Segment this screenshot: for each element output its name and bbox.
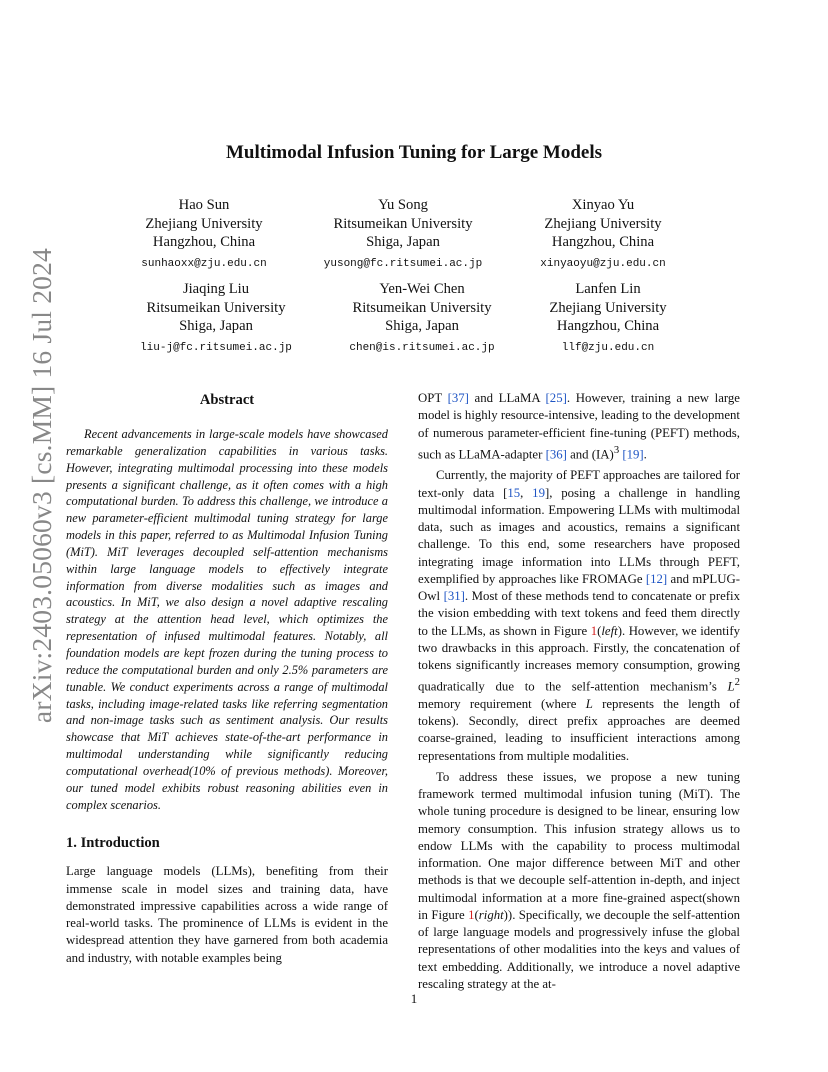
citation-link[interactable]: 19 [532, 485, 545, 500]
author-block [298, 196, 508, 273]
author-affiliation: Ritsumeikan University [146, 299, 286, 316]
abstract-heading: Abstract [199, 392, 255, 408]
author-block [99, 196, 309, 273]
author-name: Hao Sun [178, 197, 230, 213]
paper-title: Multimodal Infusion Tuning for Large Models [225, 142, 603, 163]
figure-link[interactable]: 1 [468, 907, 475, 922]
citation-link[interactable]: [36] [545, 447, 567, 462]
section-heading: 1. Introduction [66, 835, 160, 852]
author-location: Hangzhou, China [152, 234, 256, 250]
author-affiliation: Zhejiang University [544, 215, 662, 232]
author-email[interactable]: yusong@fc.ritsumei.ac.jp [323, 257, 483, 270]
author-name: Yen-Wei Chen [379, 281, 465, 297]
author-location: Hangzhou, China [551, 234, 655, 250]
author-email[interactable]: sunhaoxx@zju.edu.cn [141, 257, 267, 270]
author-email[interactable]: llf@zju.edu.cn [561, 341, 655, 354]
author-location: Shiga, Japan [366, 234, 440, 250]
body-paragraph: To address these issues, we propose a new tuning framework termed multimodal infusion tuning (MiT). The whole tuning procedure is designed to be linear, ensuring low memory consumption. This infusion strategy allows us to endow LLMs with the capability to process multimodal information. One major difference between MiT and other methods is that we decouple self-attention in-depth, and inject multimodal information at a more fine-grained aspect(shown in Figure 1(right)). Specifically, we decouple the self-attention of large language models and progressively infuse the global representations of other modalities into the keys and values of text embedding. Additionally, we introduce a novel adaptive rescaling strategy at the at- [418, 769, 740, 991]
body-paragraph: Currently, the majority of PEFT approaches are tailored for text-only data [15, 19], posing a challenge in handling multimodal information. Empowering LLMs with multimodal data, such as images and acoustics, remains a significant challenge. To this end, some researchers have proposed integrating image information into LLMs through PEFT, exemplified by approaches like FROMAGe [12] and mPLUG-Owl [31]. Most of these methods tend to concatenate or prefix the vision embedding with text tokens and feed them directly to the LLMs, as shown in Figure 1(left). However, we identify two drawbacks in this approach. Firstly, the concatenation of tokens significantly increases memory consumption, growing quadratically due to the self-attention mechanism’s $L^2$ memory requirement (where L represents the length of tokens). Secondly, direct prefix approaches are deemed coarse-grained, leading to insufficient interactions among representations from multiple modalities. [418, 468, 740, 763]
author-affiliation: Zhejiang University [145, 215, 263, 232]
author-block [503, 280, 713, 357]
author-email[interactable]: chen@is.ritsumei.ac.jp [349, 341, 495, 354]
author-location: Hangzhou, China [556, 318, 660, 334]
author-location: Shiga, Japan [179, 318, 253, 334]
citation-link[interactable]: 15 [507, 485, 521, 500]
author-email[interactable]: xinyaoyu@zju.edu.cn [540, 257, 666, 270]
citation-link[interactable]: [37] [447, 391, 469, 405]
author-affiliation: Ritsumeikan University [352, 299, 492, 316]
author-affiliation: Ritsumeikan University [333, 215, 473, 232]
right-column [418, 390, 740, 993]
author-name: Yu Song [378, 197, 428, 213]
page-number: 1 [410, 991, 418, 1006]
arxiv-stamp [22, 248, 62, 724]
intro-paragraph: Large language models (LLMs), benefiting from their immense scale in model sizes and training data, have demonstrated impressive capabilities across a wide range of real-world tasks. The prominence of LLMs is evident in the widespread attention they have garnered from both academia and industry, with notable examples being [66, 864, 388, 965]
author-name: Lanfen Lin [575, 281, 641, 297]
author-name: Jiaqing Liu [182, 281, 250, 297]
left-column [66, 390, 388, 967]
citation-link[interactable]: [19] [622, 447, 644, 462]
author-block [498, 196, 708, 273]
abstract-text: Recent advancements in large-scale models have showcased remarkable generalization capabilities in various tasks. However, integrating multimodal processing into these models presents a significant challenge, as it often comes with a high computational burden. To address this challenge, we introduce a new parameter-efficient multimodal tuning strategy for large models in this paper, referred to as Multimodal Infusion Tuning (MiT). MiT leverages decoupled self-attention mechanisms within large language models to effectively integrate information from diverse modalities such as images and acoustics. In MiT, we also design a novel adaptive rescaling strategy at the attention head level, which optimizes the representation of infused multimodal features. Notably, all foundation models are kept frozen during the tuning process to reduce the computational burden and only 2.5% parameters are tunable. We conduct experiments across a range of multimodal tasks, including image-related tasks like referring segmentation and non-image tasks such as sentiment analysis. Our results showcase that MiT achieves state-of-the-art performance in multimodal understanding while significantly reducing computational overhead(10% of previous methods). Moreover, our tuned model exhibits robust reasoning abilities even in complex scenarios. [66, 427, 388, 812]
author-block [317, 280, 527, 357]
author-affiliation: Zhejiang University [549, 299, 667, 316]
figure-link[interactable]: 1 [590, 623, 598, 638]
body-paragraph: OPT [37] and LLaMA [25]. However, training a new large model is highly resource-intensive, leading to the development of numerous parameter-efficient fine-tuning (PEFT) methods, such as LLaMA-adapter [36] and (IA)$^3$ [19]. [418, 391, 740, 462]
author-name: Xinyao Yu [571, 197, 635, 213]
citation-link[interactable]: [31] [443, 589, 465, 604]
author-block [111, 280, 321, 357]
arxiv-id: arXiv:2403.05060v3 [cs.MM] 16 Jul 2024 [26, 248, 57, 724]
author-location: Shiga, Japan [385, 318, 459, 334]
citation-link[interactable]: [25] [545, 391, 567, 405]
citation-link[interactable]: [12] [645, 571, 668, 586]
author-email[interactable]: liu-j@fc.ritsumei.ac.jp [140, 341, 292, 354]
